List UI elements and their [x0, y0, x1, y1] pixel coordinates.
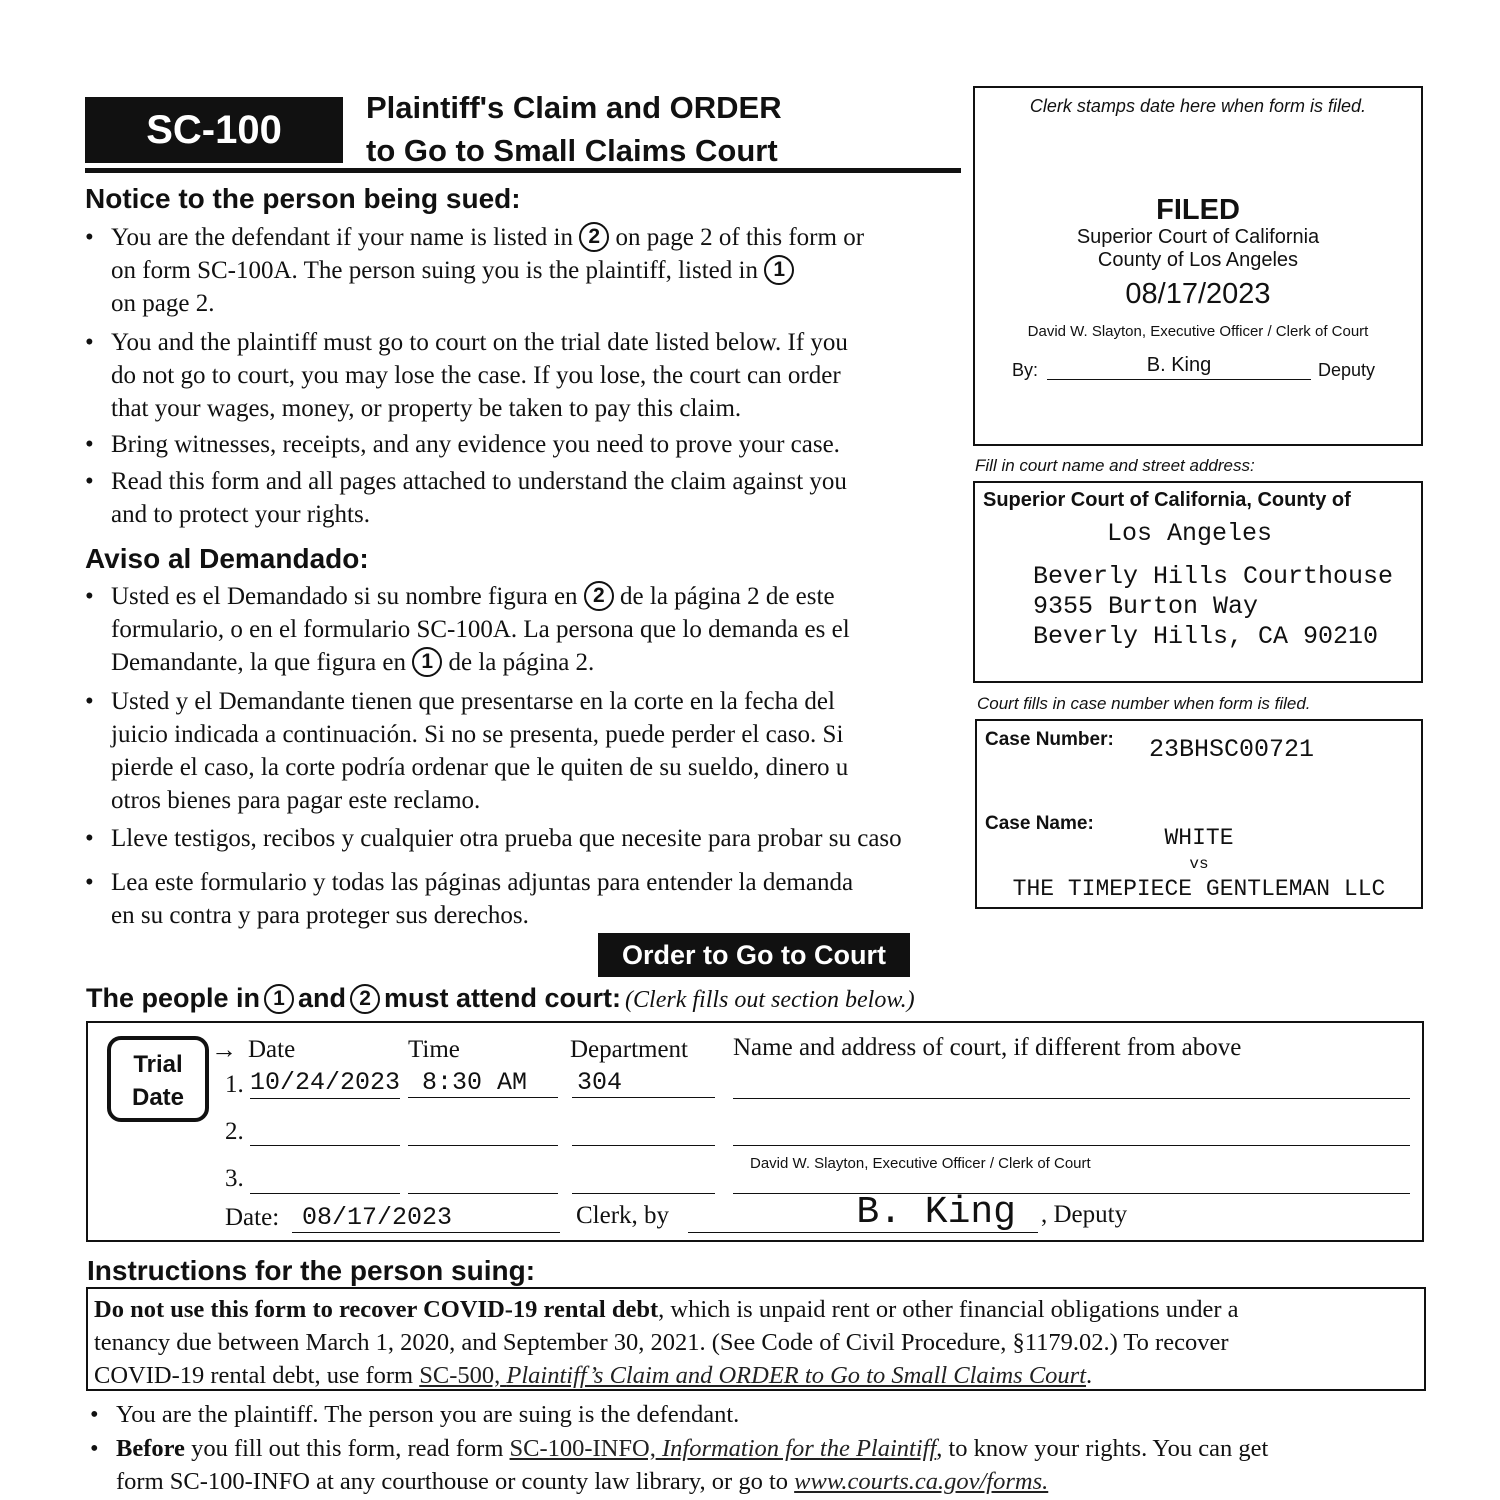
- notice-b1-line2: on form SC-100A. The person suing you is the plaintiff, listed in: [111, 257, 758, 284]
- aviso-b1-line1a: Usted es el Demandado si su nombre figura en: [111, 583, 578, 610]
- notice-bullet-1: [85, 221, 961, 320]
- stamp-court-line1: Superior Court of California: [1076, 226, 1320, 248]
- case-name-vs: vs: [1189, 855, 1209, 873]
- aviso-heading: Aviso al Demandado:: [85, 543, 369, 574]
- courts-url-link[interactable]: www.courts.ca.gov/forms.: [794, 1468, 1049, 1495]
- sc500-link-title: Plaintiff’s Claim and ORDER to Go to Small Claims Court: [506, 1362, 1087, 1389]
- party-2-circle: 2: [579, 222, 609, 252]
- instructions-b2-line2: form SC-100-INFO at any courthouse or county law library, or go to: [116, 1468, 789, 1495]
- court-name: Beverly Hills Courthouse: [1033, 562, 1394, 591]
- court-address-label: Superior Court of California, County of: [983, 489, 1351, 511]
- stamp-note: Clerk stamps date here when form is filed.: [1029, 96, 1367, 116]
- form-title-line2: to Go to Small Claims Court: [366, 133, 778, 168]
- row2-department[interactable]: [572, 1115, 715, 1146]
- order-date-value[interactable]: 08/17/2023: [292, 1203, 560, 1233]
- aviso-bullet-3: [85, 822, 981, 855]
- bullet-dot: •: [85, 825, 94, 852]
- instructions-b2-b: , to know your rights. You can get: [936, 1435, 1269, 1462]
- notice-b2-line3: that your wages, money, or property be taken to pay this claim.: [111, 395, 742, 422]
- row3-officer-stamp: David W. Slayton, Executive Officer / Clerk of Court: [750, 1155, 1091, 1172]
- case-box: [975, 719, 1423, 909]
- trial-date-badge: [107, 1036, 209, 1122]
- arrow-icon: →: [211, 1035, 237, 1064]
- instructions-heading: Instructions for the person suing:: [87, 1255, 536, 1286]
- aviso-b4-line2: en su contra y para proteger sus derechos.: [111, 902, 529, 929]
- form-title: [366, 86, 782, 172]
- row3-date[interactable]: [250, 1163, 400, 1194]
- notice-bullet-3: [85, 428, 961, 461]
- stamp-by-label: By:: [1012, 360, 1039, 380]
- row1-date[interactable]: 10/24/2023: [250, 1068, 401, 1097]
- col-court-name: Name and address of court, if different from above: [733, 1034, 1242, 1061]
- bullet-dot: •: [90, 1435, 99, 1462]
- sc500-link-id: SC-500,: [419, 1362, 501, 1389]
- form-id: SC-100: [146, 107, 282, 152]
- row2-time[interactable]: [408, 1115, 558, 1146]
- notice-b4-line1: Read this form and all pages attached to understand the claim against you: [111, 468, 847, 495]
- form-id-badge: [85, 97, 343, 163]
- sc100-info-link-title: Information for the Plaintiff: [661, 1435, 937, 1462]
- row1-number: 1.: [225, 1071, 244, 1098]
- notice-b2-line2: do not go to court, you may lose the case. If you lose, the court can order: [111, 362, 841, 389]
- covid-line3-end: .: [1086, 1362, 1093, 1389]
- trial-date-table: [86, 1021, 1424, 1242]
- order-date-label: Date:: [225, 1204, 280, 1231]
- instructions-b1-text: You are the plaintiff. The person you are suing is the defendant.: [116, 1401, 740, 1428]
- aviso-bullet-2: [85, 685, 961, 817]
- aviso-b2-line2: juicio indicada a continuación. Si no se presenta, puede perder el caso. Si: [111, 721, 844, 748]
- aviso-b4-line1: Lea este formulario y todas las páginas adjuntas para entender la demanda: [111, 869, 854, 896]
- covid-notice-box: [86, 1287, 1426, 1391]
- bullet-dot: •: [90, 1401, 99, 1428]
- order-banner: Order to Go to Court: [598, 933, 910, 977]
- aviso-b1-line3a: Demandante, la que figura en: [111, 649, 407, 676]
- aviso-b3-text: Lleve testigos, recibos y cualquier otra prueba que necesite para probar su caso: [111, 825, 902, 852]
- stamp-court-line2: County of Los Angeles: [1097, 249, 1299, 271]
- trial-date-label-2: Date: [131, 1084, 185, 1111]
- clerk-label: Clerk, by: [576, 1202, 670, 1229]
- covid-line2: tenancy due between March 1, 2020, and September 30, 2021. (See Code of Civil Procedure, §1179.02.) To recover: [94, 1329, 1229, 1356]
- bullet-dot: •: [85, 431, 94, 458]
- sc100-info-link[interactable]: [510, 1435, 937, 1462]
- attend-line: [86, 983, 915, 1014]
- bullet-dot: •: [85, 329, 94, 356]
- col-time: Time: [408, 1036, 460, 1063]
- deputy-label: , Deputy: [1041, 1201, 1128, 1228]
- case-name-defendant: THE TIMEPIECE GENTLEMAN LLC: [1012, 876, 1386, 902]
- court-street: 9355 Burton Way: [1033, 592, 1259, 621]
- notice-b2-line1: You and the plaintiff must go to court on the trial date listed below. If you: [111, 329, 848, 356]
- notice-b1-part1: You are the defendant if your name is listed in: [111, 224, 573, 251]
- covid-bold: Do not use this form to recover COVID-19 rental debt: [94, 1296, 659, 1323]
- row1-court-name[interactable]: [733, 1068, 1410, 1099]
- form-title-line1: Plaintiff's Claim and ORDER: [366, 90, 782, 125]
- notice-b3-text: Bring witnesses, receipts, and any evidence you need to prove your case.: [111, 431, 840, 458]
- attend-text-c: must attend court:: [384, 983, 622, 1013]
- covid-line3a: COVID-19 rental debt, use form: [94, 1362, 414, 1389]
- covid-line1-rest: , which is unpaid rent or other financial obligations under a: [658, 1296, 1239, 1323]
- case-number: 23BHSC00721: [1149, 735, 1315, 764]
- clerk-name[interactable]: B. King: [688, 1193, 1038, 1233]
- stamp-filed-date: 08/17/2023: [1125, 278, 1271, 310]
- instructions-bullet-1: [90, 1398, 740, 1431]
- court-address-note: Fill in court name and street address:: [975, 456, 1255, 475]
- bullet-dot: •: [85, 688, 94, 715]
- case-number-label: Case Number:: [985, 729, 1114, 750]
- instructions-b2-a: you fill out this form, read form: [191, 1435, 504, 1462]
- party-1-circle: 1: [264, 984, 294, 1014]
- row2-number: 2.: [225, 1118, 244, 1145]
- notice-heading: Notice to the person being sued:: [85, 183, 521, 214]
- aviso-b2-line1: Usted y el Demandante tienen que presentarse en la corte en la fecha del: [111, 688, 835, 715]
- row3-number: 3.: [225, 1165, 244, 1192]
- row3-time[interactable]: [408, 1163, 558, 1194]
- stamp-deputy-label: Deputy: [1318, 360, 1376, 380]
- header-rule: [85, 168, 961, 173]
- filed-stamp: FILED: [1156, 194, 1240, 226]
- party-2-circle: 2: [350, 984, 380, 1014]
- row2-date[interactable]: [250, 1115, 400, 1146]
- row3-department[interactable]: [572, 1163, 715, 1194]
- instructions-bullet-2: [90, 1432, 1269, 1498]
- case-name-plaintiff: WHITE: [1164, 825, 1234, 851]
- col-date: Date: [248, 1036, 296, 1063]
- notice-bullet-2: [85, 326, 961, 425]
- party-1-circle: 1: [764, 255, 794, 285]
- case-name-label: Case Name:: [985, 813, 1094, 834]
- stamp-officer: David W. Slayton, Executive Officer / Clerk of Court: [1027, 323, 1369, 340]
- court-street-block: [1033, 562, 1393, 652]
- bullet-dot: •: [85, 869, 94, 896]
- aviso-bullet-1: [85, 580, 961, 679]
- aviso-b2-line3: pierde el caso, la corte podría ordenar que le quiten de su sueldo, dinero u: [111, 754, 849, 781]
- bullet-dot: •: [85, 583, 94, 610]
- stamp-by-name: B. King: [1047, 354, 1311, 380]
- notice-b1-part2: on page 2 of this form or: [615, 224, 865, 251]
- aviso-b1-line2: formulario, o en el formulario SC-100A. La persona que lo demanda es el: [111, 616, 850, 643]
- aviso-bullet-4: [85, 866, 961, 932]
- aviso-b1-line1b: de la página 2 de este: [620, 583, 835, 610]
- before-bold: Before: [116, 1435, 185, 1462]
- bullet-dot: •: [85, 224, 94, 251]
- sc500-link[interactable]: [419, 1362, 1086, 1389]
- bullet-dot: •: [85, 468, 94, 495]
- col-department: Department: [570, 1036, 689, 1063]
- party-1-circle: 1: [412, 647, 442, 677]
- row1-time[interactable]: 8:30 AM: [408, 1068, 558, 1098]
- court-city: Beverly Hills, CA 90210: [1033, 622, 1379, 651]
- row1-department[interactable]: 304: [572, 1068, 715, 1098]
- aviso-b2-line4: otros bienes para pagar este reclamo.: [111, 787, 481, 814]
- attend-text-b: and: [298, 983, 347, 1013]
- aviso-b1-line3b: de la página 2.: [448, 649, 595, 676]
- attend-note: (Clerk fills out section below.): [625, 987, 915, 1013]
- sc100-info-link-id: SC-100-INFO,: [509, 1435, 656, 1462]
- clerk-stamp-box: [973, 86, 1423, 446]
- case-note: Court fills in case number when form is filed.: [977, 694, 1311, 713]
- attend-text-a: The people in: [86, 983, 261, 1013]
- court-county: Los Angeles: [1107, 519, 1273, 548]
- party-2-circle: 2: [584, 581, 614, 611]
- notice-b1-line3: on page 2.: [111, 290, 215, 317]
- court-address-box: [973, 481, 1423, 683]
- row2-court-name[interactable]: [733, 1115, 1410, 1146]
- trial-date-label-1: Trial: [133, 1051, 183, 1078]
- notice-bullet-4: [85, 465, 961, 531]
- notice-b4-line2: and to protect your rights.: [111, 501, 370, 528]
